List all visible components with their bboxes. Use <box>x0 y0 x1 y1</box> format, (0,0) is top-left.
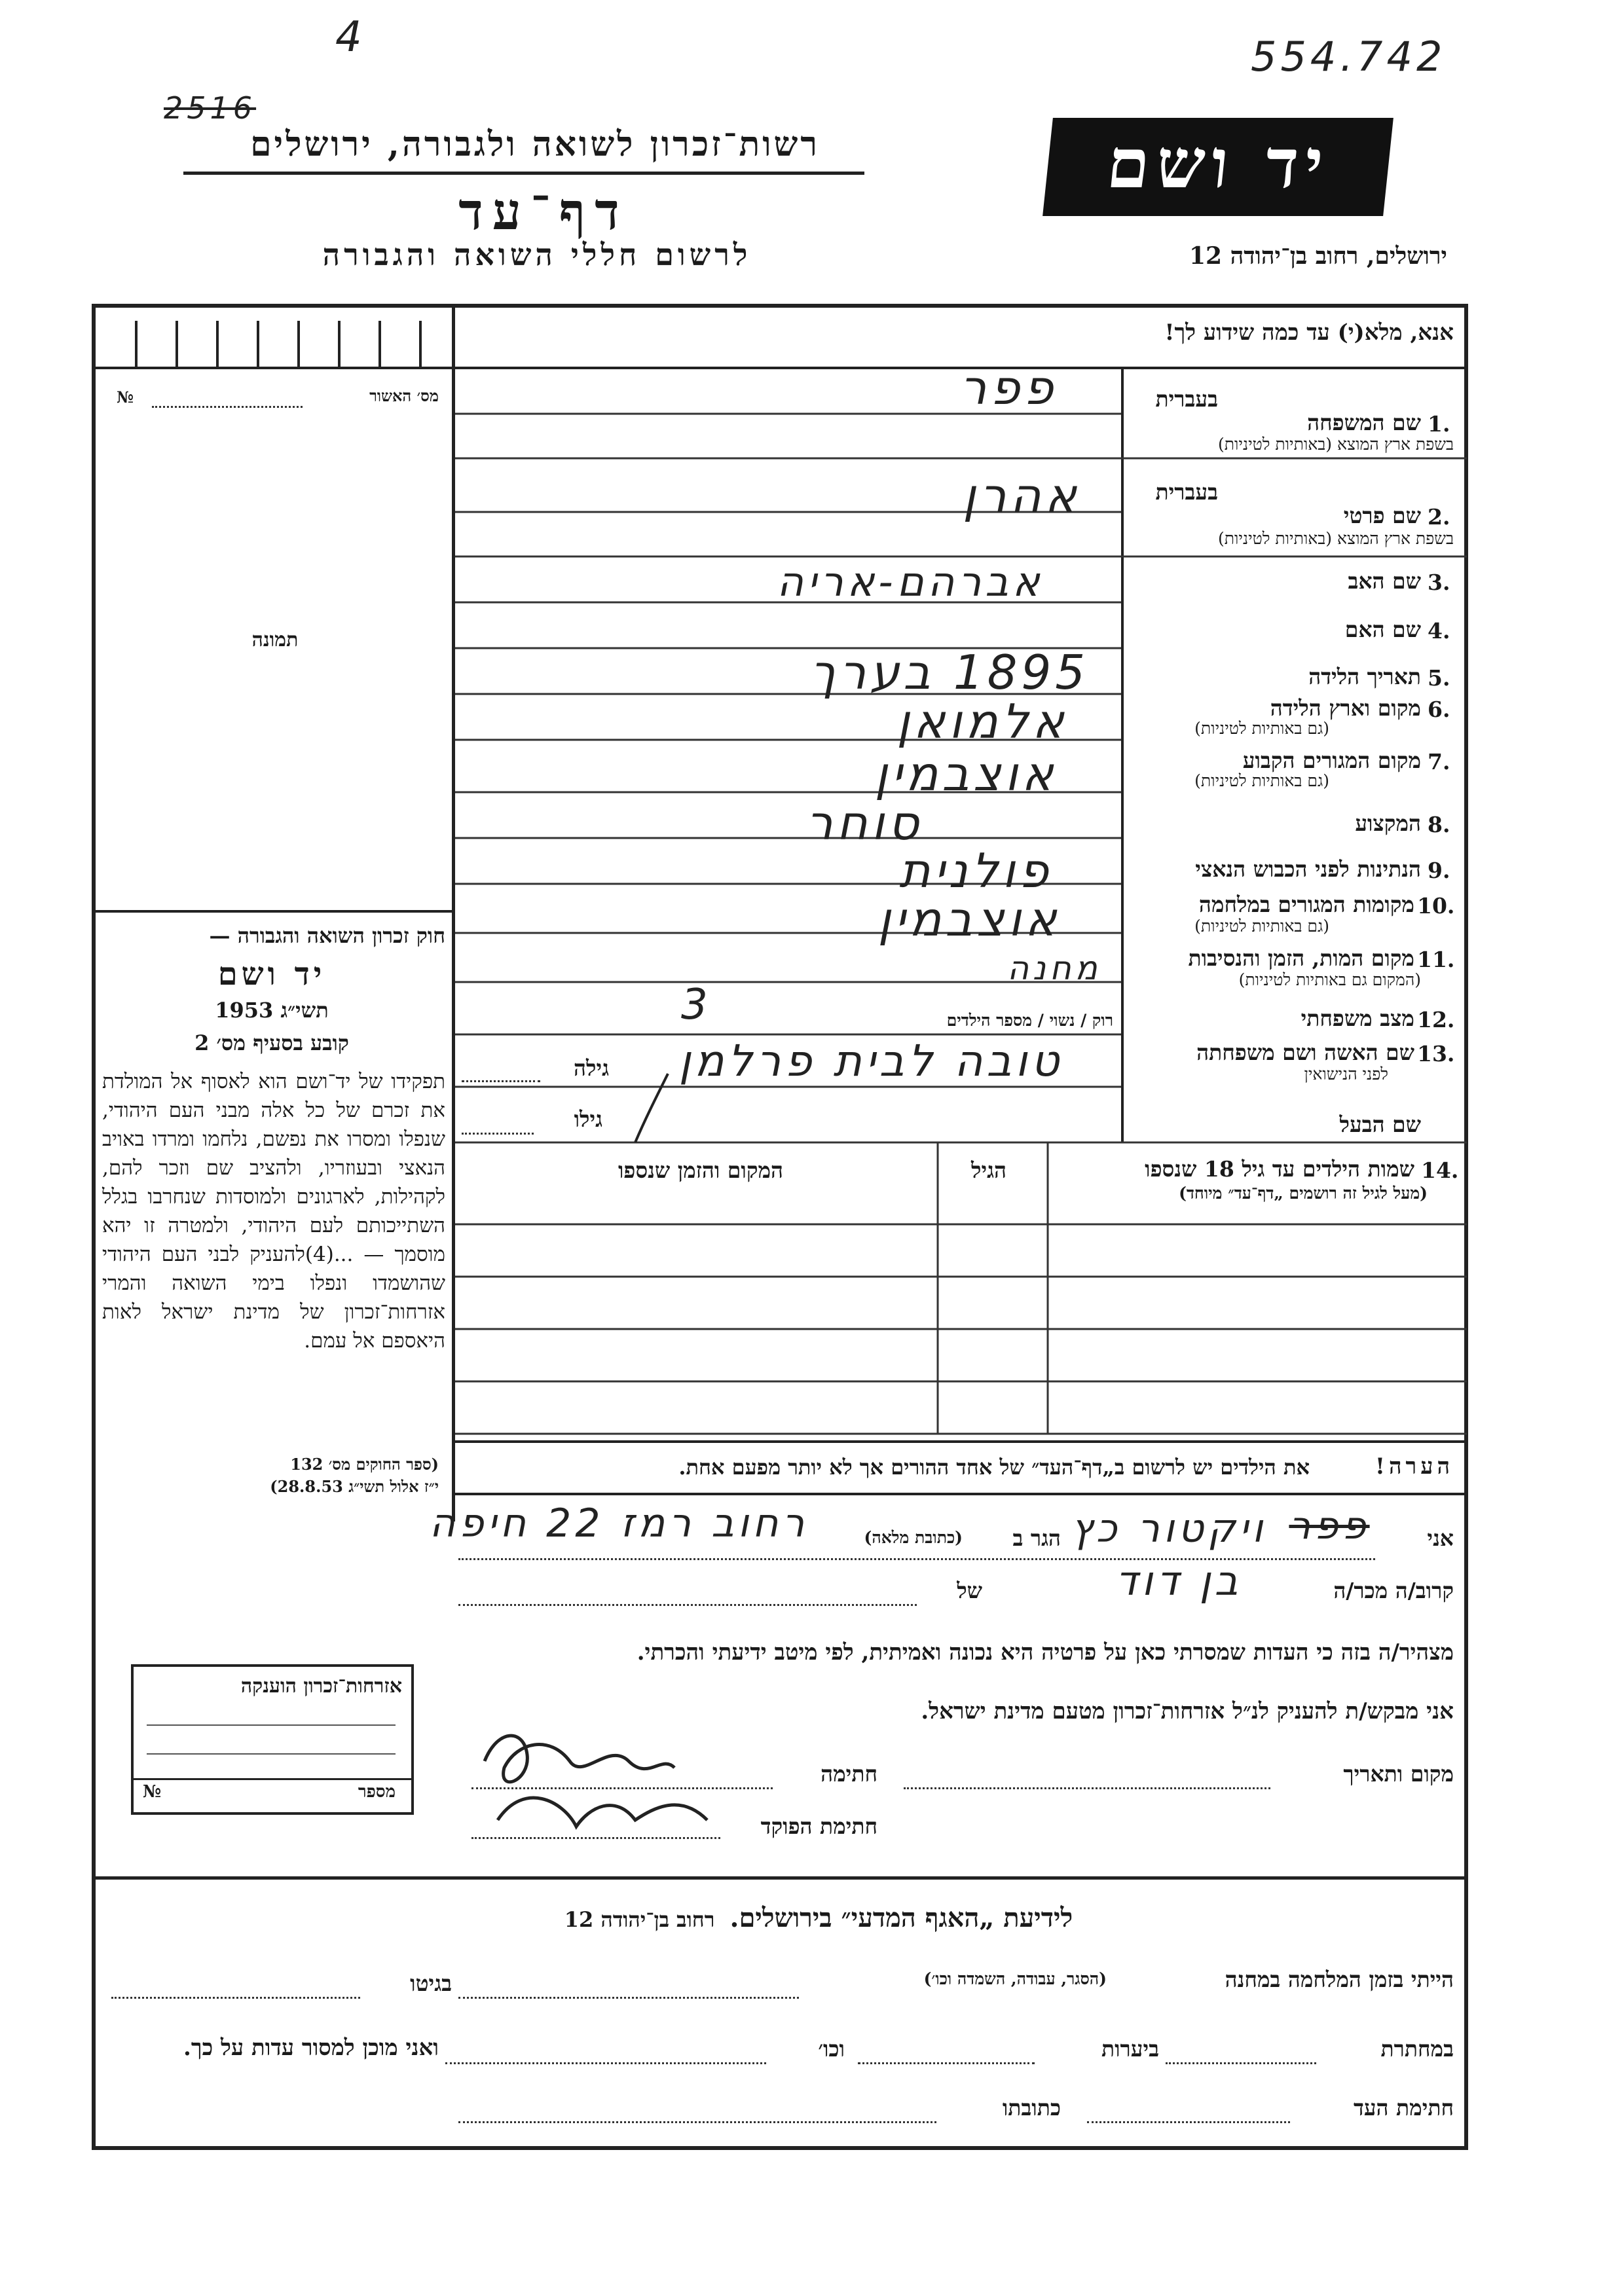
footer-testimony-text: ואני מוכן למסור עדות על כך. <box>183 2035 439 2061</box>
form-title: דף־עד <box>458 182 629 242</box>
field-11-sub: (המקום גם באותיות לטיניות) <box>1238 970 1421 989</box>
field-5-value[interactable]: 1895 בערך <box>809 645 1090 700</box>
field-2-label: שם פרטי <box>1343 503 1421 528</box>
relative-value[interactable]: בן דוד <box>1115 1557 1242 1605</box>
place-date-label: מקום ותאריך <box>1343 1761 1454 1787</box>
witness-signature-label: חתימת העד <box>1353 2095 1454 2121</box>
witness-address-label: כתובתו <box>1002 2095 1061 2121</box>
footer-etc-label: וכו׳ <box>818 2036 845 2062</box>
husband-label: שם הבעל <box>1339 1112 1421 1137</box>
declarant-name[interactable]: ויקטור כץ <box>1071 1506 1267 1552</box>
footer-camp-label: הייתי בזמן המלחמה במחנה <box>1225 1967 1454 1992</box>
field-10-value[interactable]: אוצבמין <box>877 892 1061 947</box>
field-12-number: 12. <box>1417 1007 1455 1032</box>
field-2-heb-label: בעברית <box>1155 479 1218 505</box>
field-4-number: 4. <box>1428 618 1450 644</box>
field-13-sub: לפני הנישואין <box>1304 1065 1388 1084</box>
field-7-number: 7. <box>1428 749 1450 774</box>
citizenship-no-label: № <box>143 1782 162 1802</box>
footer-forests-field[interactable] <box>858 2062 1035 2064</box>
law-title: חוק זכרון השואה והגבורה — <box>209 923 445 948</box>
field-12-options: רוק / נשוי / מספר הילדים <box>946 1011 1113 1030</box>
law-name: יד ושם <box>217 956 326 993</box>
field-3-label: שם האב <box>1348 568 1421 594</box>
instructions: אנא, מלא(י) עד כמה שידוע לך! <box>1164 319 1454 346</box>
field-11-value[interactable]: מחנה <box>1007 949 1101 987</box>
law-reference-2: י״ז אלול תשי״ג 28.8.53) <box>270 1477 439 1496</box>
footer-title-row <box>458 1903 1179 1933</box>
field-14-label: שמות הילדים עד גיל 18 שנספו <box>1145 1156 1414 1182</box>
field-13-age-label: גילה <box>574 1055 609 1081</box>
field-10-label: מקומות המגורים במלחמה <box>1198 892 1414 917</box>
field-2-value[interactable]: אהרן <box>963 468 1080 523</box>
relative-label: קרוב/ה מכר/ה <box>1333 1578 1454 1603</box>
law-year-heb: תשי״ג <box>280 998 329 1023</box>
form-subtitle: לרשום חללי השואה והגבורה <box>322 237 752 272</box>
citizenship-box <box>131 1664 414 1815</box>
field-9-value[interactable]: פולנית <box>899 843 1052 898</box>
field-14-place-column: המקום והזמן שנספו <box>618 1157 784 1183</box>
field-1-sub: בשפת ארץ המוצא (באותיות לטיניות) <box>1218 435 1454 454</box>
field-12-children-count[interactable]: 3 <box>681 981 712 1029</box>
declarant-i-label: אני <box>1427 1525 1454 1551</box>
footer-camp-types: (הסגר, עבודה, השמדה וכו׳) <box>923 1969 1107 1988</box>
header-address: ירושלים, רחוב בן־יהודה 12 <box>1189 242 1447 270</box>
field-13-label: שם האשה ושם משפחתה <box>1196 1040 1414 1065</box>
field-10-number: 10. <box>1417 893 1455 919</box>
request-text: אני מבקש/ת להעניק לנ״ל אזרחות־זכרון מטעם מדינת ישראל. <box>921 1698 1454 1724</box>
approval-no-label: № <box>117 388 134 407</box>
field-8-value[interactable]: סוחר <box>805 795 923 850</box>
signature-label: חתימה <box>821 1761 877 1787</box>
field-13-value[interactable]: טובה לבית פרלמן <box>678 1036 1063 1086</box>
corner-digit: 4 <box>335 13 366 62</box>
footer-underground-field[interactable] <box>1166 2062 1316 2064</box>
citizenship-line-1 <box>147 1724 396 1726</box>
footer-address: רחוב בן־יהודה 12 <box>564 1907 715 1932</box>
officer-signature-label: חתימת הפוקד <box>760 1813 877 1839</box>
footer-ghetto-label: בגיטו <box>410 1971 452 1996</box>
field-7-label: מקום המגורים הקבוע <box>1242 748 1421 773</box>
field-7-value[interactable]: אוצבמין <box>874 746 1058 801</box>
declarant-address-label: (כתובת מלאה) <box>864 1528 963 1547</box>
field-10-sub: (גם באותיות לטיניות) <box>1194 917 1329 936</box>
field-8-label: המקצוע <box>1355 811 1421 836</box>
witness-signature-field[interactable] <box>1087 2121 1290 2123</box>
field-8-number: 8. <box>1428 812 1450 837</box>
law-section: קובע בסעיף מס׳ 2 <box>194 1030 349 1055</box>
footer-etc-field[interactable] <box>445 2062 766 2064</box>
approval-label: מס׳ האשור <box>369 386 439 405</box>
field-6-sub: (גם באותיות לטיניות) <box>1194 719 1329 738</box>
field-3-number: 3. <box>1428 570 1450 595</box>
law-body: תפקידו של יד־ושם הוא לאסוף אל המולדת את זכרם של כל אלה מבני העם היהודי, שנפלו ומסרו את נפשם, נלחמו ומרדו באויב הנאצי ובעוזריו, ולהציב שם וזכר להם, לקהילות, לארגונים ולמוסדות שנחרבו בגלל השתייכותם לעם היהודי, ולמטרה זו יהא מוסמך — ...(4)להעניק לבני העם היהודי שהושמדו ונפלו בימי השואה והמרי אזרחות־זכרון של מדינת ישראל לאות היאספם אל עמם. <box>102 1070 445 1353</box>
field-1-value[interactable]: פפר <box>959 360 1058 415</box>
field-5-label: תאריך הלידה <box>1308 664 1421 689</box>
footer-underground-label: במחתרת <box>1380 2036 1454 2062</box>
field-1-label: שם המשפחה <box>1307 410 1421 435</box>
note-text: את הילדים יש לרשום ב„דף־העד״ של אחד ההורים אך לא יותר מפעם אחת. <box>678 1455 1310 1480</box>
field-6-value[interactable]: אלמואן <box>896 694 1068 749</box>
declaration-text: מצהיר/ה בזה כי העדות שמסרתי כאן על פרטיה היא נכונה ואמיתית, לפי מיטב ידיעתי והכרתי. <box>637 1639 1454 1666</box>
note-label: הערה! <box>1375 1453 1454 1480</box>
field-6-number: 6. <box>1428 697 1450 722</box>
logo-text: יד ושם <box>1103 123 1334 204</box>
footer-ghetto-field[interactable] <box>111 1997 360 1999</box>
photo-label: תמונה <box>251 629 299 651</box>
field-4-label: שם האם <box>1344 617 1421 642</box>
field-11-label: מקום המות, הזמן והנסיבות <box>1188 945 1414 971</box>
citizenship-number-label: מספר <box>358 1782 396 1802</box>
authority-name: רשות־זכרון לשואה ולגבורה, ירושלים <box>250 124 820 164</box>
field-7-sub: (גם באותיות לטיניות) <box>1194 771 1329 790</box>
field-9-number: 9. <box>1428 858 1450 883</box>
husband-age-label: גילו <box>574 1106 602 1132</box>
field-1-heb-label: בעברית <box>1155 386 1218 412</box>
crossed-code: 2516 <box>164 90 257 126</box>
field-14-number: 14. <box>1421 1157 1459 1183</box>
field-9-label: הנתינות לפני הכבוש הנאצי <box>1195 856 1421 882</box>
field-6-label: מקום וארץ הלידה <box>1270 695 1421 721</box>
witness-address-field[interactable] <box>458 2121 936 2123</box>
field-14-age-column: הגיל <box>971 1157 1006 1183</box>
file-number: 554.742 <box>1251 33 1447 81</box>
field-12-label: מצב משפחתי <box>1301 1006 1414 1031</box>
law-year-number: 1953 <box>215 998 274 1023</box>
field-13-number: 13. <box>1417 1041 1455 1066</box>
field-3-value[interactable]: אברהם-אריה <box>777 558 1044 606</box>
field-2-number: 2. <box>1428 504 1450 530</box>
citizenship-box-title: אזרחות־זכרון הוענקה <box>240 1675 402 1698</box>
declarant-lives-label: הגר ב <box>1012 1525 1061 1551</box>
footer-camp-field[interactable] <box>458 1997 799 1999</box>
field-14-sub: (מעל לגיל זה רושמים „דף־עד״ מיוחד) <box>1179 1184 1428 1203</box>
footer-title: לידיעת „האגף המדעי״ בירושלים. <box>729 1903 1073 1933</box>
field-11-number: 11. <box>1417 947 1455 972</box>
footer-top-line <box>92 1876 1467 1880</box>
declarant-address[interactable]: רחוב רמז 22 חיפה <box>429 1501 809 1546</box>
declarant-crossed-text: פפר <box>1289 1503 1370 1548</box>
field-5-number: 5. <box>1428 665 1450 691</box>
field-2-sub: בשפת ארץ המוצא (באותיות לטיניות) <box>1218 529 1454 548</box>
of-label: של <box>957 1578 982 1603</box>
law-reference-1: (ספר החוקים מס׳ 132 <box>290 1455 439 1474</box>
citizenship-divider <box>134 1778 411 1780</box>
footer-forests-label: ביערות <box>1101 2036 1159 2062</box>
field-1-number: 1. <box>1428 411 1450 437</box>
citizenship-line-2 <box>147 1753 396 1755</box>
